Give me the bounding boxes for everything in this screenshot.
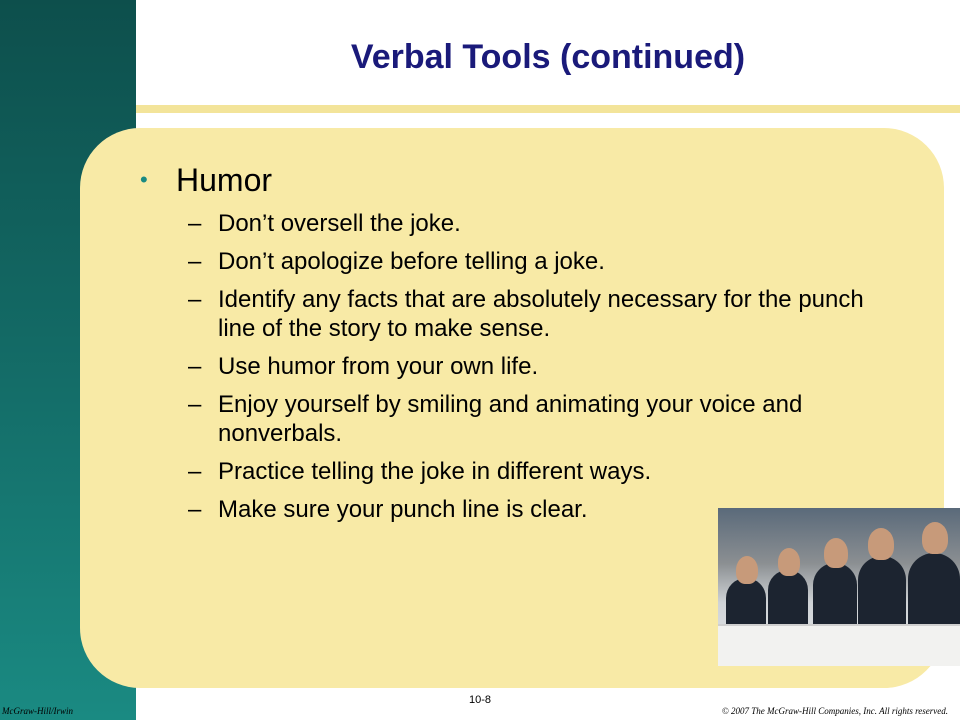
list-item: – Make sure your punch line is clear.: [188, 496, 588, 523]
sub-bullet-list: [140, 209, 900, 524]
slide-title: Verbal Tools (continued): [350, 38, 746, 76]
list-item: – Identify any facts that are absolutely necessary for the punch line of the story to make sense.: [188, 286, 864, 342]
person-head: [922, 522, 948, 554]
main-bullet: [140, 162, 900, 199]
person-head: [736, 556, 758, 584]
person-figure: [813, 563, 857, 633]
bullet-dot-icon: •: [140, 167, 148, 192]
slide-content: [140, 162, 900, 533]
list-item: – Don’t oversell the joke.: [188, 210, 461, 237]
title-underline-bar: [136, 105, 960, 113]
person-head: [868, 528, 894, 560]
person-figure: [908, 553, 960, 633]
list-item: – Enjoy yourself by smiling and animating your voice and nonverbals.: [188, 391, 803, 447]
list-item: – Use humor from your own life.: [188, 353, 539, 380]
list-item: – Don’t apologize before telling a joke.: [188, 248, 605, 275]
person-head: [778, 548, 800, 576]
publisher-footer: McGraw-Hill/Irwin: [2, 706, 73, 716]
list-item: – Practice telling the joke in different ways.: [188, 458, 652, 485]
main-bullet-text: Humor: [176, 162, 273, 198]
copyright-footer: © 2007 The McGraw-Hill Companies, Inc. All rights reserved.: [721, 706, 948, 716]
person-head: [824, 538, 848, 568]
page-number: 10-8: [468, 694, 492, 706]
meeting-photo: [718, 508, 960, 666]
meeting-table: [718, 624, 960, 666]
